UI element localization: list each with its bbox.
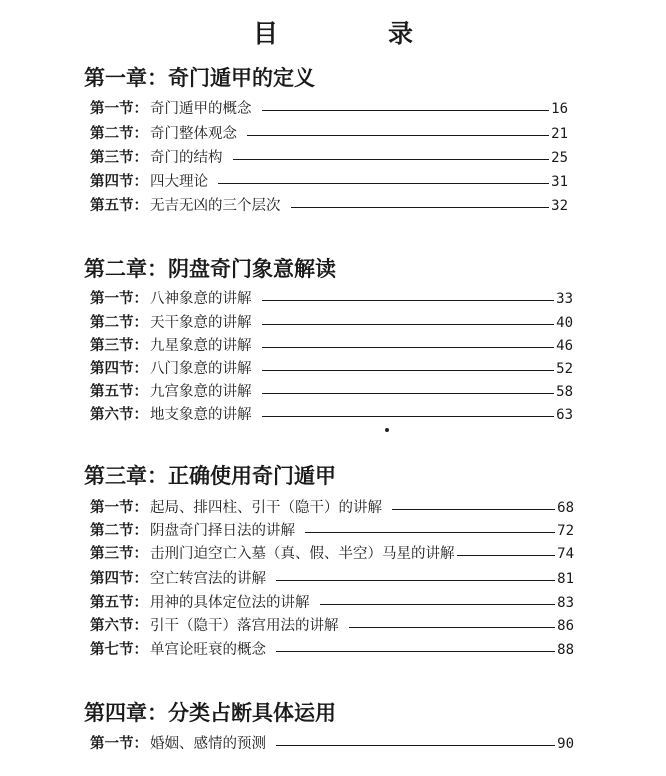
toc-entry[interactable] bbox=[90, 312, 573, 334]
toc-entry[interactable] bbox=[90, 639, 574, 661]
toc-entry[interactable] bbox=[90, 195, 568, 217]
section-title: 无吉无凶的三个层次 bbox=[150, 198, 281, 214]
chapter-1-heading: 第一章：奇门遁甲的定义 bbox=[84, 65, 315, 90]
section-title: 奇门整体观念 bbox=[150, 126, 237, 142]
page-number: 31 bbox=[551, 174, 568, 190]
section-label: 第六节： bbox=[90, 406, 148, 423]
section-title: 阴盘奇门择日法的讲解 bbox=[150, 523, 295, 539]
dotted-leader bbox=[457, 555, 556, 556]
dotted-leader bbox=[262, 300, 555, 301]
stray-dot-mark bbox=[385, 428, 389, 432]
page-number: 90 bbox=[557, 736, 574, 752]
section-label: 第五节： bbox=[90, 197, 148, 214]
dotted-leader bbox=[320, 604, 556, 605]
section-title: 八门象意的讲解 bbox=[150, 361, 252, 377]
section-label: 第一节： bbox=[90, 499, 148, 516]
dotted-leader bbox=[276, 745, 555, 746]
chapter-2-heading: 第二章：阴盘奇门象意解读 bbox=[84, 256, 336, 281]
toc-entry[interactable] bbox=[90, 404, 573, 426]
section-title: 九宫象意的讲解 bbox=[150, 384, 252, 400]
dotted-leader bbox=[262, 347, 555, 348]
toc-entry[interactable] bbox=[90, 381, 573, 403]
page-number: 63 bbox=[556, 407, 573, 423]
page-number: 81 bbox=[557, 571, 574, 587]
section-label: 第四节： bbox=[90, 570, 148, 587]
toc-entry[interactable] bbox=[90, 358, 573, 380]
section-title: 用神的具体定位法的讲解 bbox=[150, 595, 310, 611]
toc-entry[interactable] bbox=[90, 288, 573, 310]
page-number: 33 bbox=[556, 291, 573, 307]
page-number: 25 bbox=[551, 150, 568, 166]
toc-entry[interactable] bbox=[90, 123, 568, 145]
toc-entry[interactable] bbox=[90, 497, 574, 519]
dotted-leader bbox=[262, 393, 555, 394]
page-number: 16 bbox=[551, 101, 568, 117]
dotted-leader bbox=[291, 207, 550, 208]
dotted-leader bbox=[276, 651, 555, 652]
section-title: 地支象意的讲解 bbox=[150, 407, 252, 423]
section-title: 单宫论旺衰的概念 bbox=[150, 642, 266, 658]
dotted-leader bbox=[276, 580, 555, 581]
section-title: 起局、排四柱、引干（隐干）的讲解 bbox=[150, 500, 382, 516]
section-title: 空亡转宫法的讲解 bbox=[150, 571, 266, 587]
section-title: 八神象意的讲解 bbox=[150, 291, 252, 307]
section-label: 第四节： bbox=[90, 173, 148, 190]
toc-title-right: 录 bbox=[388, 19, 414, 48]
section-label: 第二节： bbox=[90, 522, 148, 539]
toc-entry[interactable] bbox=[90, 615, 574, 637]
toc-entry[interactable] bbox=[90, 543, 574, 565]
toc-entry[interactable] bbox=[90, 335, 573, 357]
section-label: 第五节： bbox=[90, 383, 148, 400]
toc-entry[interactable] bbox=[90, 98, 568, 120]
section-title: 奇门的结构 bbox=[150, 150, 223, 166]
section-label: 第一节： bbox=[90, 735, 148, 752]
dotted-leader bbox=[392, 509, 555, 510]
dotted-leader bbox=[262, 370, 555, 371]
toc-entry[interactable] bbox=[90, 171, 568, 193]
section-label: 第四节： bbox=[90, 360, 148, 377]
section-title: 四大理论 bbox=[150, 174, 208, 190]
dotted-leader bbox=[262, 324, 555, 325]
section-title: 引干（隐干）落宫用法的讲解 bbox=[150, 618, 339, 634]
page-number: 86 bbox=[557, 618, 574, 634]
page-number: 83 bbox=[557, 595, 574, 611]
page-number: 46 bbox=[556, 338, 573, 354]
section-label: 第一节： bbox=[90, 100, 148, 117]
toc-title-left: 目 bbox=[252, 19, 278, 48]
dotted-leader bbox=[218, 183, 549, 184]
dotted-leader bbox=[262, 110, 550, 111]
section-label: 第三节： bbox=[90, 545, 148, 562]
toc-title bbox=[0, 14, 666, 50]
page-number: 74 bbox=[557, 546, 574, 562]
dotted-leader bbox=[233, 159, 550, 160]
chapter-3-heading: 第三章：正确使用奇门遁甲 bbox=[84, 463, 336, 488]
page-number: 32 bbox=[551, 198, 568, 214]
toc-entry[interactable] bbox=[90, 592, 574, 614]
section-label: 第二节： bbox=[90, 125, 148, 142]
toc-entry[interactable] bbox=[90, 520, 574, 542]
section-label: 第七节： bbox=[90, 641, 148, 658]
section-label: 第六节： bbox=[90, 617, 148, 634]
page-number: 58 bbox=[556, 384, 573, 400]
page-number: 88 bbox=[557, 642, 574, 658]
page-number: 72 bbox=[557, 523, 574, 539]
page-number: 52 bbox=[556, 361, 573, 377]
section-title: 奇门遁甲的概念 bbox=[150, 101, 252, 117]
toc-entry[interactable] bbox=[90, 568, 574, 590]
dotted-leader bbox=[247, 135, 549, 136]
section-label: 第三节： bbox=[90, 149, 148, 166]
page-number: 68 bbox=[557, 500, 574, 516]
section-title: 九星象意的讲解 bbox=[150, 338, 252, 354]
section-title: 天干象意的讲解 bbox=[150, 315, 252, 331]
section-label: 第三节： bbox=[90, 337, 148, 354]
section-label: 第二节： bbox=[90, 314, 148, 331]
section-title: 击刑门迫空亡入墓（真、假、半空）马星的讲解 bbox=[150, 546, 455, 562]
toc-entry[interactable] bbox=[90, 733, 574, 755]
toc-entry[interactable] bbox=[90, 147, 568, 169]
section-label: 第一节： bbox=[90, 290, 148, 307]
chapter-4-heading: 第四章：分类占断具体运用 bbox=[84, 700, 336, 725]
page-number: 40 bbox=[556, 315, 573, 331]
dotted-leader bbox=[349, 627, 556, 628]
dotted-leader bbox=[305, 532, 555, 533]
dotted-leader bbox=[262, 416, 555, 417]
section-title: 婚姻、感情的预测 bbox=[150, 736, 266, 752]
page-number: 21 bbox=[551, 126, 568, 142]
section-label: 第五节： bbox=[90, 594, 148, 611]
